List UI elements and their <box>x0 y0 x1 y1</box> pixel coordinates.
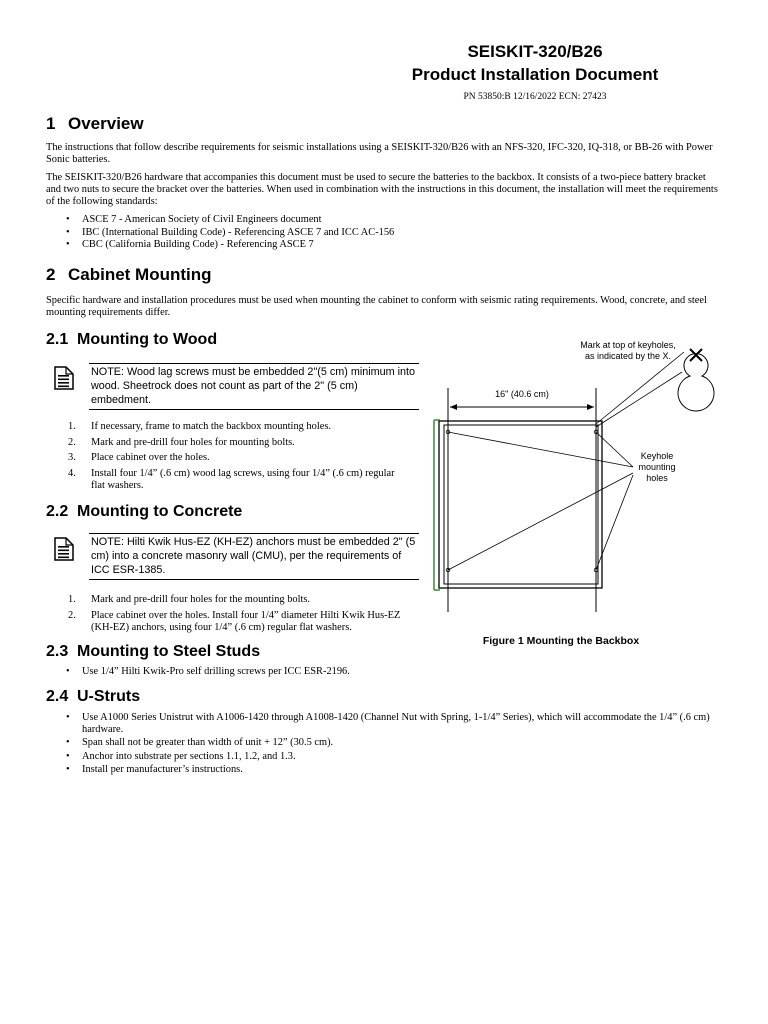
keyhole-detail-icon <box>678 354 714 411</box>
section-number: 1 <box>46 114 56 133</box>
dimension-arrow-left <box>450 404 457 410</box>
section-2-3-heading <box>46 643 260 661</box>
list-item <box>68 610 418 634</box>
section-title: Mounting to Concrete <box>77 503 243 520</box>
list-item <box>68 452 408 464</box>
list-item: • Use A1000 Series Unistrut with A1006-1420 through A1008-1420 (Channel Nut with Spring, 1-1/4” Series), which will accommodate the 1/4” (.6 cm) hardware. <box>66 712 716 735</box>
standards-list <box>66 214 394 252</box>
section-number: 2.4 <box>46 688 69 705</box>
step-text: Place cabinet over the holes. <box>91 452 210 463</box>
dimension-label: 16" (40.6 cm) <box>495 389 549 399</box>
list-item <box>68 468 408 492</box>
leader-line <box>596 372 682 427</box>
list-item: • ASCE 7 - American Society of Civil Engineers document <box>66 214 394 227</box>
list-item <box>68 421 408 433</box>
section-title: Mounting to Steel Studs <box>77 643 261 660</box>
wood-steps-list <box>68 421 408 495</box>
step-number: 2. <box>68 436 76 448</box>
section-title: U-Struts <box>77 688 141 705</box>
step-number: 1. <box>68 421 76 432</box>
overview-paragraph-2: The SEISKIT-320/B26 hardware that accompanies this document must be used to secure the batteries to the backbox. It consists of a two-piece battery bracket and two nuts to secure the bracket over the batteries. When used in combination with the instructions in this document, the installation will meet the requirements of the following standards: <box>46 172 718 207</box>
step-text: Place cabinet over the holes. Install four 1/4” diameter Hilti Kwik Hus-EZ (KH-EZ) anchors, using four 1/4” (.6 cm) regular flat washers. <box>91 609 401 633</box>
wood-note: NOTE: Wood lag screws must be embedded 2"(5 cm) minimum into wood. Sheetrock does not count as part of the 2" (5 cm) embedment. <box>89 363 419 410</box>
section-number: 2 <box>46 265 56 284</box>
concrete-steps-list <box>68 594 418 637</box>
section-2-1-heading <box>46 331 217 349</box>
u-struts-list <box>66 712 716 776</box>
list-item: • Use 1/4” Hilti Kwik-Pro self drilling screws per ICC ESR-2196. <box>66 666 716 679</box>
list-item: • Anchor into substrate per sections 1.1, 1.2, and 1.3. <box>66 751 716 763</box>
backbox-diagram <box>420 330 750 620</box>
step-text: Mark and pre-drill four holes for mounting bolts. <box>91 436 295 448</box>
note-icon <box>54 537 74 561</box>
section-2-heading <box>46 265 212 285</box>
steel-studs-list <box>66 666 716 679</box>
section-number: 2.1 <box>46 331 69 348</box>
figure-mounting-backbox <box>420 330 750 620</box>
note-icon <box>54 366 74 390</box>
section-1-heading <box>46 114 144 134</box>
list-item: • Install per manufacturer’s instructions. <box>66 764 716 776</box>
document-title: SEISKIT-320/B26 <box>467 42 603 61</box>
section-title: Cabinet Mounting <box>68 265 212 284</box>
section-2-4-heading <box>46 688 140 706</box>
part-number-line: PN 53850:B 12/16/2022 ECN: 27423 <box>463 92 607 102</box>
leader-line <box>448 432 633 467</box>
list-item <box>68 594 418 606</box>
leader-line <box>448 473 633 570</box>
mark-label: Mark at top of keyholes, as indicated by the X. <box>580 340 676 361</box>
step-number: 1. <box>68 594 76 605</box>
step-number: 4. <box>68 467 76 479</box>
step-text: Install four 1/4” (.6 cm) wood lag screws, using four 1/4” (.6 cm) regular flat washers. <box>91 467 395 491</box>
section-title: Overview <box>68 114 144 133</box>
list-item: • IBC (International Building Code) - Referencing ASCE 7 and ICC AC-156 <box>66 227 394 240</box>
figure-caption: Figure 1 Mounting the Backbox <box>482 635 640 647</box>
keyhole-label: Keyhole mounting holes <box>638 451 676 483</box>
list-item <box>68 437 408 449</box>
section-number: 2.3 <box>46 643 69 660</box>
document-subtitle: Product Installation Document <box>411 65 659 84</box>
list-item: • Span shall not be greater than width of unit + 12” (30.5 cm). <box>66 737 716 749</box>
step-number: 2. <box>68 609 76 621</box>
cabinet-mounting-paragraph: Specific hardware and installation procedures must be used when mounting the cabinet to conform with seismic rating requirements. Wood, concrete, and steel mounting requirements differ. <box>46 295 707 318</box>
section-title: Mounting to Wood <box>77 331 218 348</box>
step-text: If necessary, frame to match the backbox mounting holes. <box>91 421 331 432</box>
concrete-note: NOTE: Hilti Kwik Hus-EZ (KH-EZ) anchors must be embedded 2" (5 cm) into a concrete masonry wall (CMU), per the requirements of ICC ESR-1385. <box>89 533 419 580</box>
step-number: 3. <box>68 452 76 463</box>
section-number: 2.2 <box>46 503 69 520</box>
section-2-2-heading <box>46 503 242 521</box>
list-item: • CBC (California Building Code) - Referencing ASCE 7 <box>66 239 394 252</box>
dimension-arrow-right <box>587 404 594 410</box>
overview-paragraph-1: The instructions that follow describe requirements for seismic installations using a SEISKIT-320/B26 with an NFS-320, IFC-320, IQ-318, or BB-26 with Power Sonic batteries. <box>46 142 713 165</box>
step-text: Mark and pre-drill four holes for the mounting bolts. <box>91 594 311 605</box>
leader-line <box>596 352 684 424</box>
